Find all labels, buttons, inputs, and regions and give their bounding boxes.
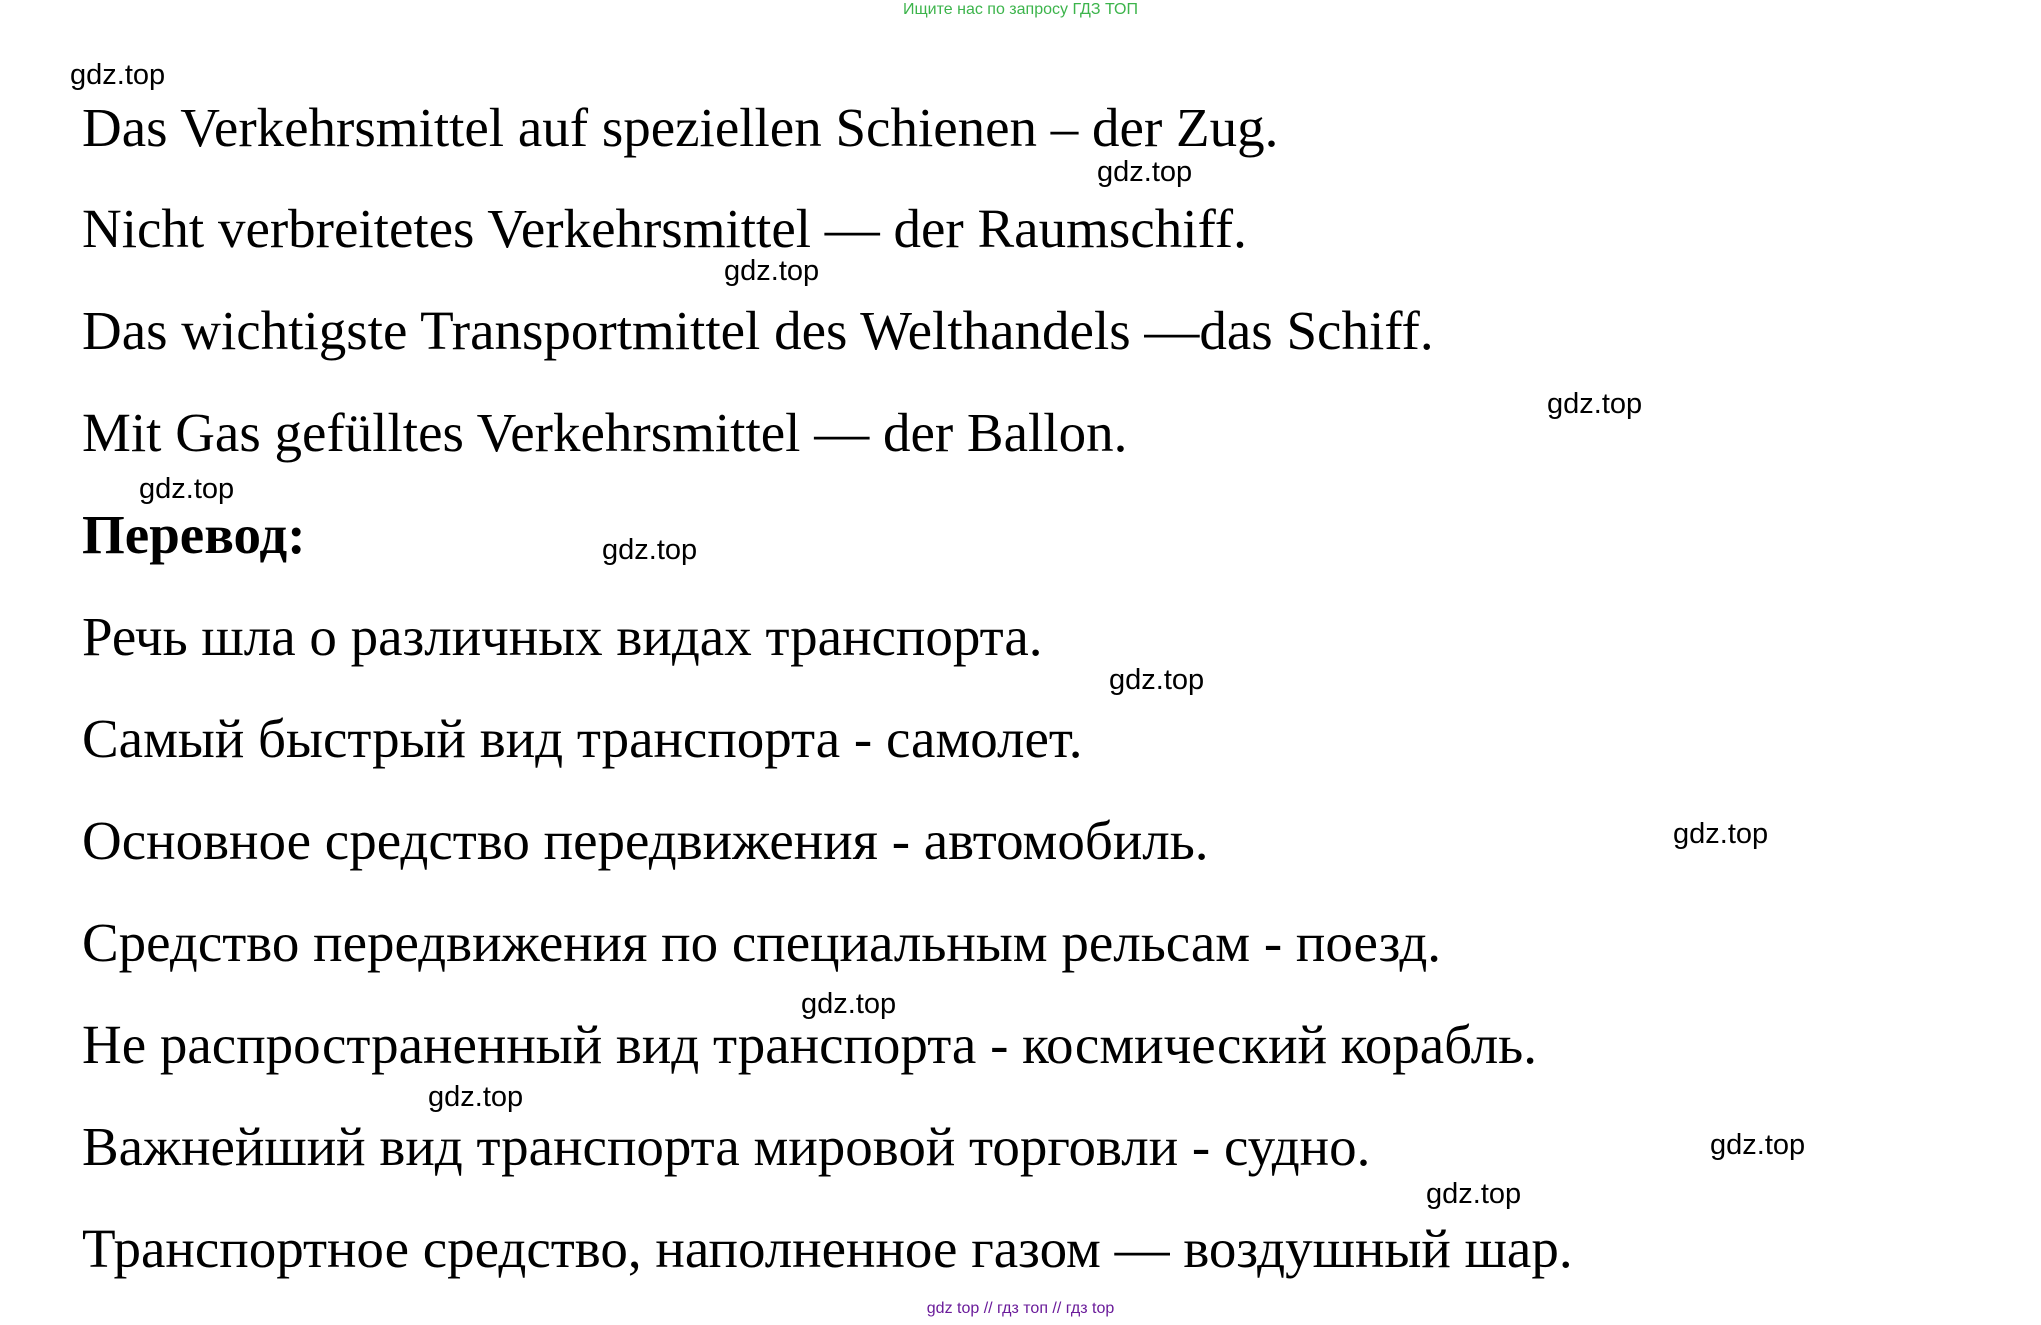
watermark-6: gdz.top (602, 534, 698, 566)
header-search-hint: Ищите нас по запросу ГДЗ ТОП (903, 1, 1138, 18)
russian-line-2: Самый быстрый вид транспорта - самолет. (82, 708, 1083, 769)
watermark-3: gdz.top (724, 255, 820, 287)
watermark-9: gdz.top (801, 988, 897, 1020)
russian-line-6: Важнейший вид транспорта мировой торговли - судно. (82, 1116, 1371, 1177)
german-line-2: Nicht verbreitetes Verkehrsmittel — der Raumschiff. (82, 198, 1247, 259)
watermark-8: gdz.top (1673, 818, 1769, 850)
translation-heading: Перевод: (82, 504, 306, 565)
footer-watermark-note: gdz top // гдз топ // гдз top (926, 1300, 1115, 1317)
russian-line-4: Средство передвижения по специальным рельсам - поезд. (82, 912, 1442, 973)
watermark-12: gdz.top (1426, 1178, 1522, 1210)
german-line-4: Mit Gas gefülltes Verkehrsmittel — der Ballon. (82, 402, 1128, 463)
russian-line-1: Речь шла о различных видах транспорта. (82, 606, 1043, 667)
watermark-4: gdz.top (1547, 388, 1643, 420)
german-line-1: Das Verkehrsmittel auf speziellen Schienen – der Zug. (82, 97, 1279, 158)
watermark-5: gdz.top (139, 473, 235, 505)
watermark-11: gdz.top (1710, 1129, 1806, 1161)
watermark-2: gdz.top (1097, 156, 1193, 188)
german-line-3: Das wichtigste Transportmittel des Welthandels —das Schiff. (82, 300, 1434, 361)
watermark-7: gdz.top (1109, 664, 1205, 696)
watermark-10: gdz.top (428, 1081, 524, 1113)
russian-line-5: Не распространенный вид транспорта - космический корабль. (82, 1014, 1538, 1075)
russian-line-3: Основное средство передвижения - автомобиль. (82, 810, 1209, 871)
watermark-1: gdz.top (70, 59, 166, 91)
russian-line-7: Транспортное средство, наполненное газом — воздушный шар. (82, 1218, 1573, 1279)
